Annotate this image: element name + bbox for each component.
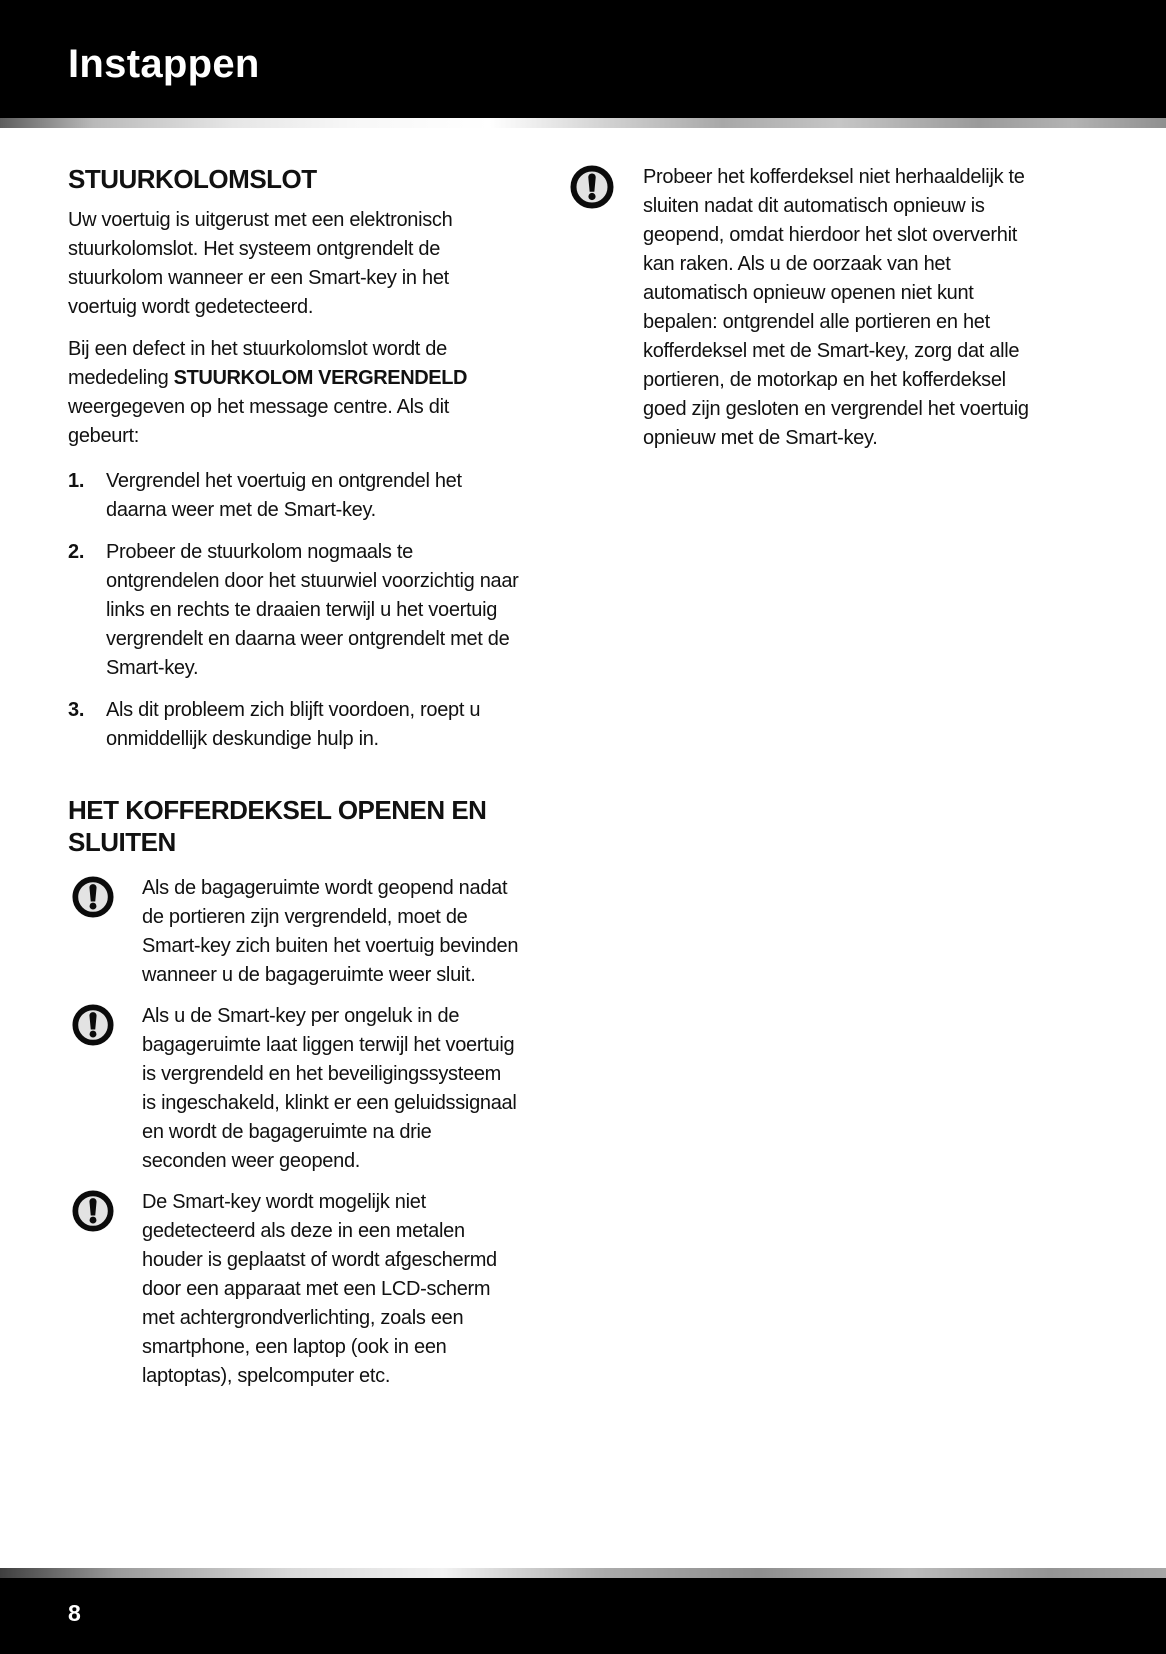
numbered-list <box>68 467 520 754</box>
list-item-text: Probeer de stuurkolom nogmaals te ontgrendelen door het stuurwiel voorzichtig naar links en rechts te draaien terwijl u het voertuig vergrendelt en daarna weer ontgrendelt met de Smart-key. <box>106 541 519 679</box>
page-number: 8 <box>68 1599 81 1626</box>
list-item <box>68 467 520 525</box>
page-header <box>0 0 1166 118</box>
warning-icon <box>72 1190 116 1391</box>
warning-note <box>68 1188 520 1391</box>
message-centre-code: STUURKOLOM VERGRENDELD <box>173 367 468 389</box>
list-item-text: Als dit probleem zich blijft voordoen, roept u onmiddellijk deskundige hulp in. <box>106 699 481 750</box>
footer-bar <box>0 1578 1166 1654</box>
list-item <box>68 696 520 754</box>
warning-note-text: De Smart-key wordt mogelijk niet gedetecteerd als deze in een metalen houder is geplaatst of wordt afgeschermd door een apparaat met een LCD-scherm met achtergrondverlichting, zoals een smartphone, een laptop (ook in een laptoptas), spelcomputer etc. <box>142 1191 497 1387</box>
section-heading-kofferdeksel: HET KOFFERDEKSEL OPENEN EN SLUITEN <box>68 795 487 857</box>
list-item-text: Vergrendel het voertuig en ontgrendel het daarna weer met de Smart-key. <box>106 470 462 521</box>
paragraph-text: weergegeven op het message centre. Als dit gebeurt: <box>68 396 449 447</box>
list-item <box>68 538 520 683</box>
header-divider-bar <box>0 118 1166 128</box>
paragraph-text: Bij een defect in het stuurkolomslot wordt de mededeling <box>68 338 447 389</box>
list-number: 3. <box>68 699 85 721</box>
page-footer <box>0 1568 1166 1654</box>
warning-note <box>68 874 520 990</box>
right-column <box>570 163 1032 1403</box>
warning-note-text: Als u de Smart-key per ongeluk in de bagageruimte laat liggen terwijl het voertuig is vergrendeld en het beveiligingssysteem is ingeschakeld, klinkt er een geluidssignaal en wordt de bagageruimte na drie seconden weer geopend. <box>142 1005 517 1172</box>
warning-icon <box>72 1004 116 1176</box>
paragraph <box>68 335 520 451</box>
page-content <box>0 128 1166 1403</box>
section-heading-stuurkolomslot: STUURKOLOMSLOT <box>68 164 317 194</box>
list-number: 1. <box>68 470 85 492</box>
warning-note-text: Probeer het kofferdeksel niet herhaaldelijk te sluiten nadat dit automatisch opnieuw is geopend, omdat hierdoor het slot oververhit kan raken. Als u de oorzaak van het automatisch opnieuw openen niet kunt bepalen: ontgrendel alle portieren en het kofferdeksel met de Smart-key, zorg dat alle portieren, de motorkap en het kofferdeksel goed zijn gesloten en vergrendel het voertuig opnieuw met de Smart-key. <box>643 166 1029 449</box>
left-column <box>68 163 520 1403</box>
warning-note <box>68 1002 520 1176</box>
footer-divider-bar <box>0 1568 1166 1578</box>
page-title: Instappen <box>68 41 260 86</box>
warning-icon <box>72 876 116 990</box>
list-number: 2. <box>68 541 85 563</box>
paragraph: Uw voertuig is uitgerust met een elektronisch stuurkolomslot. Het systeem ontgrendelt de stuurkolom wanneer er een Smart-key in het voertuig wordt gedetecteerd. <box>68 209 453 318</box>
warning-note-text: Als de bagageruimte wordt geopend nadat de portieren zijn vergrendeld, moet de Smart-key zich buiten het voertuig bevinden wanneer u de bagageruimte weer sluit. <box>142 877 519 986</box>
warning-note <box>570 163 1032 453</box>
warning-icon <box>570 165 614 453</box>
